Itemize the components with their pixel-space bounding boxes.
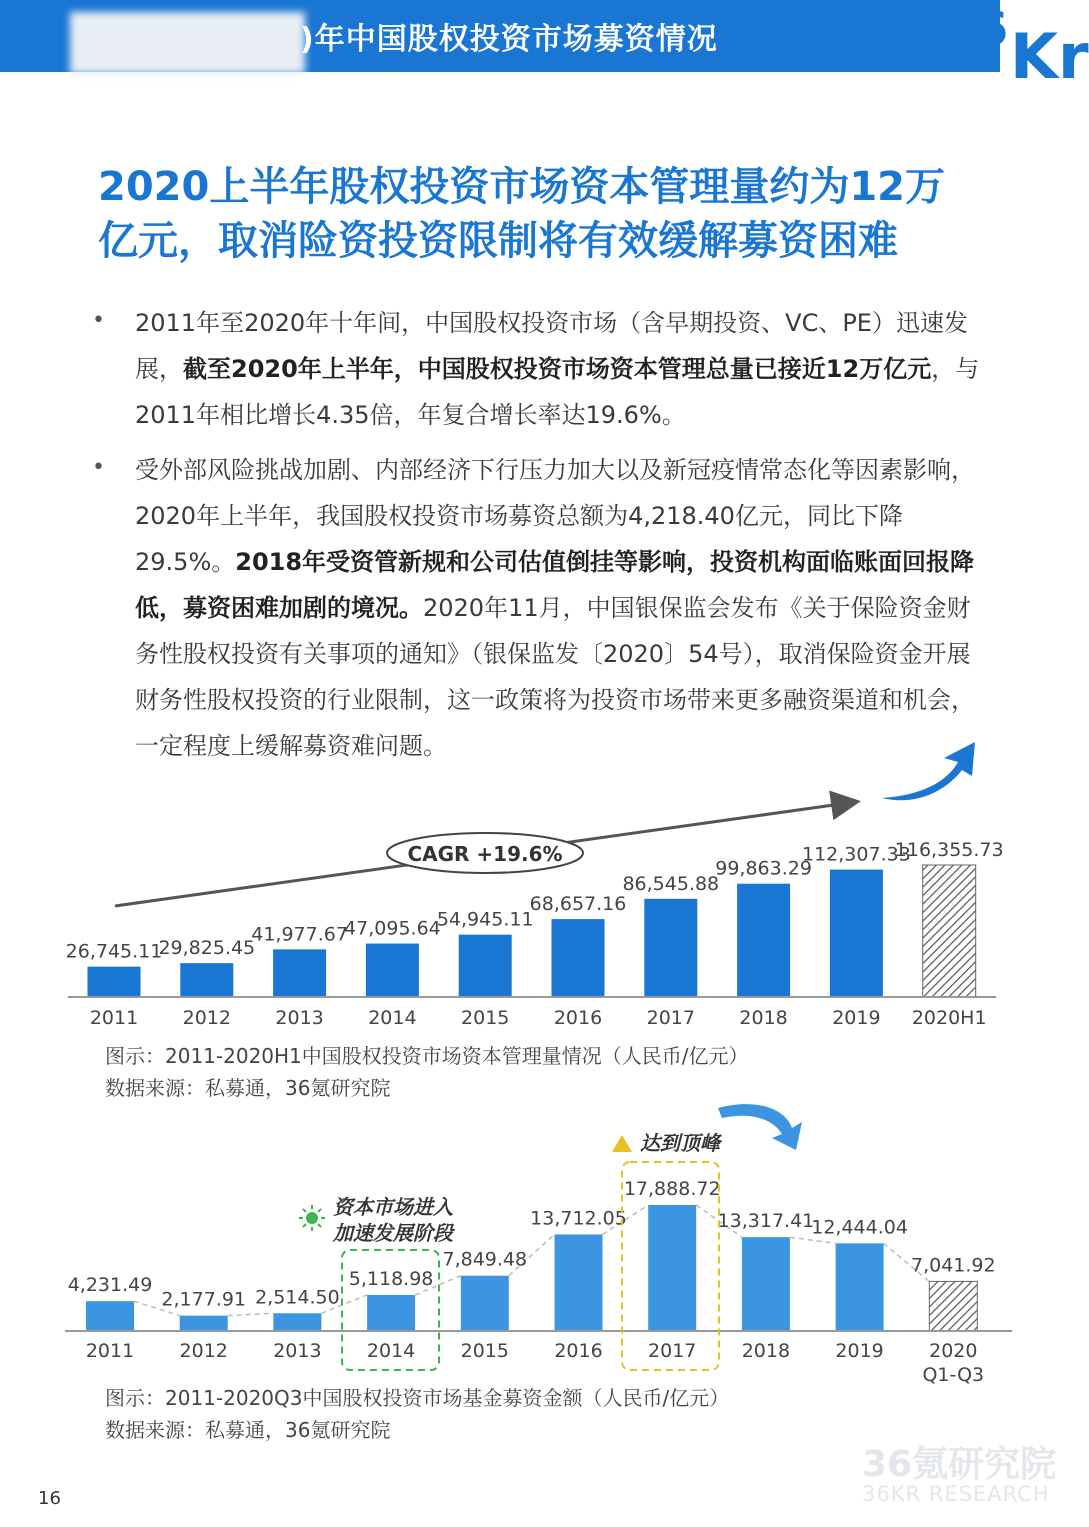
chart1-bar-2019 <box>830 870 883 997</box>
chart1-value-label: 54,945.11 <box>436 908 534 931</box>
chart1-category-label: 2019 <box>832 1007 881 1029</box>
blurred-header-region <box>70 12 305 74</box>
chart1-bar-2012 <box>180 963 233 997</box>
chart1-bar-2020H1 <box>923 865 976 997</box>
chart2-caption <box>105 1382 729 1446</box>
chart1-category-label: 2016 <box>553 1007 603 1029</box>
growth-swoosh-arrow-icon <box>882 742 975 800</box>
header-title: )年中国股权投资市场募资情况 <box>300 22 718 57</box>
chart2-trend-connector <box>228 1313 274 1315</box>
brand-logo-kr: Kr <box>1010 20 1089 93</box>
chart-fundraising-amount <box>0 1090 1080 1390</box>
headline-line-2: 亿元，取消险资投资限制将有效缓解募资困难 <box>98 218 898 264</box>
peak-triangle-icon <box>612 1135 632 1152</box>
chart1-category-label: 2017 <box>646 1007 695 1029</box>
chart1-category-label: 2020H1 <box>911 1007 987 1029</box>
chart2-bar-2014 <box>367 1295 415 1331</box>
chart2-bar-2020-Q1-Q3 <box>929 1281 977 1331</box>
chart2-category-label: 2011 <box>85 1340 135 1362</box>
chart2-value-label: 2,514.50 <box>255 1286 340 1309</box>
chart1-value-label: 47,095.64 <box>344 917 441 940</box>
chart2-bar-2017 <box>648 1205 696 1331</box>
chart2-bar-2019 <box>836 1243 884 1331</box>
paragraph-text: 受外部风险挑战加剧、内部经济下行压力加大以及新冠疫情常态化等因素影响，2020年上半年，我国股权投资市场募资总额为4,218.40亿元，同比下降29.5%。 <box>135 456 975 576</box>
chart2-bar-2018 <box>742 1237 790 1331</box>
chart2-caption-source: 数据来源：私募通，36氪研究院 <box>105 1418 391 1442</box>
chart1-category-label: 2014 <box>368 1007 417 1029</box>
chart-capital-under-management <box>0 740 1080 1040</box>
chart2-value-label: 12,444.04 <box>811 1216 908 1239</box>
green-annotation-line-2: 加速发展阶段 <box>333 1221 453 1245</box>
chart2-category-label: 2016 <box>554 1340 603 1362</box>
chart2-bar-2011 <box>86 1301 134 1331</box>
page-headline <box>98 160 1018 268</box>
green-annotation-line-1: 资本市场进入 <box>333 1195 453 1219</box>
chart1-category-label: 2012 <box>182 1007 231 1029</box>
chart2-value-label: 13,317.41 <box>717 1210 815 1233</box>
chart1-category-label: 2015 <box>461 1007 510 1029</box>
chart2-category-label: 2013 <box>273 1340 322 1362</box>
chart2-value-label: 17,888.72 <box>623 1178 721 1200</box>
chart2-category-label: 2017 <box>648 1340 697 1362</box>
chart1-value-label: 68,657.16 <box>529 893 627 916</box>
paragraph-bold-text: 2018年受资管新规和公司估值倒挂等影响，投资机构面临账面回报降低，募资困难加剧的境况。 <box>135 548 975 622</box>
chart1-bar-2011 <box>88 967 141 997</box>
chart1-category-label: 2018 <box>739 1007 788 1029</box>
cagr-badge <box>387 833 583 873</box>
chart1-caption-title: 图示：2011-2020H1中国股权投资市场资本管理量情况（人民币/亿元） <box>105 1044 749 1068</box>
paragraph-text: 2011年至2020年十年间，中国股权投资市场（含早期投资、VC、PE）迅速发展， <box>135 309 968 383</box>
header-bar <box>0 0 1089 93</box>
chart2-bar-2016 <box>555 1234 603 1331</box>
chart2-bar-2013 <box>273 1313 321 1331</box>
chart2-value-label: 4,231.49 <box>67 1274 153 1297</box>
cagr-label: CAGR +19.6% <box>407 842 563 866</box>
watermark-en: 36KR RESEARCH <box>862 1482 1050 1506</box>
chart1-caption-source: 数据来源：私募通，36氪研究院 <box>105 1076 391 1100</box>
chart1-value-label: 26,745.11 <box>65 940 163 963</box>
chart1-bar-2014 <box>366 944 419 997</box>
chart1-bar-2016 <box>552 919 605 997</box>
chart2-category-label: 2012 <box>179 1340 228 1362</box>
brand-logo: 36 <box>944 2 1009 56</box>
bullet-paragraph-1 <box>135 300 993 438</box>
chart1-bar-2013 <box>273 949 326 997</box>
chart2-category-label: 2019 <box>835 1340 884 1362</box>
sun-icon <box>299 1205 325 1231</box>
chart1-value-label: 86,545.88 <box>622 872 720 895</box>
chart2-value-label: 13,712.05 <box>530 1207 627 1230</box>
chart2-category-label: 2020 <box>929 1340 978 1362</box>
chart1-value-label: 112,307.33 <box>802 843 911 866</box>
swoosh-arrow-icon <box>718 1104 802 1150</box>
chart2-value-label: 5,118.98 <box>348 1267 434 1290</box>
chart1-bar-2018 <box>737 884 790 997</box>
paragraph-text: 2020年11月，中国银保监会发布《关于保险资金财务性股权投资有关事项的通知》（银保监发〔2020〕54号），取消保险资金开展财务性股权投资的行业限制，这一政策将为投资市场带来更多融资渠道和机会，一定程度上缓解募资难问题。 <box>135 594 975 760</box>
chart1-bar-2015 <box>459 935 512 997</box>
chart1-category-label: 2013 <box>275 1007 324 1029</box>
chart2-value-label: 7,849.48 <box>442 1248 528 1271</box>
chart2-category-label: 2015 <box>460 1340 509 1362</box>
peak-annotation: 达到顶峰 <box>640 1131 720 1155</box>
watermark-cn: 36氪研究院 <box>862 1444 1057 1485</box>
page-number: 16 <box>38 1488 61 1509</box>
chart2-category-label: 2018 <box>741 1340 791 1362</box>
chart1-value-label: 29,825.45 <box>158 937 256 960</box>
chart2-category-label: 2014 <box>366 1340 416 1362</box>
chart1-bar-2017 <box>644 899 697 997</box>
headline-line-1: 2020上半年股权投资市场资本管理量约为12万 <box>98 164 945 210</box>
chart1-value-label: 99,863.29 <box>715 857 812 880</box>
chart1-value-label: 41,977.67 <box>251 923 348 946</box>
chart1-value-label: 116,355.73 <box>894 839 1004 861</box>
chart1-category-label: 2011 <box>89 1007 139 1029</box>
paragraph-text: ，与2011年相比增长4.35倍，年复合增长率达19.6%。 <box>135 355 980 429</box>
chart2-value-label: 7,041.92 <box>910 1254 996 1277</box>
bullet-paragraph-2 <box>135 447 993 769</box>
chart2-bar-2015 <box>461 1276 509 1331</box>
paragraph-bold-text: 截至2020年上半年，中国股权投资市场资本管理总量已接近12万亿元 <box>183 355 932 383</box>
bullet-dot-2: • <box>92 455 105 480</box>
chart2-bar-2012 <box>180 1316 228 1331</box>
bullet-dot-1: • <box>92 308 105 333</box>
chart2-value-label: 2,177.91 <box>161 1288 247 1311</box>
chart2-category-label: Q1-Q3 <box>922 1364 985 1386</box>
chart2-caption-title: 图示：2011-2020Q3中国股权投资市场基金募资金额（人民币/亿元） <box>105 1386 730 1410</box>
